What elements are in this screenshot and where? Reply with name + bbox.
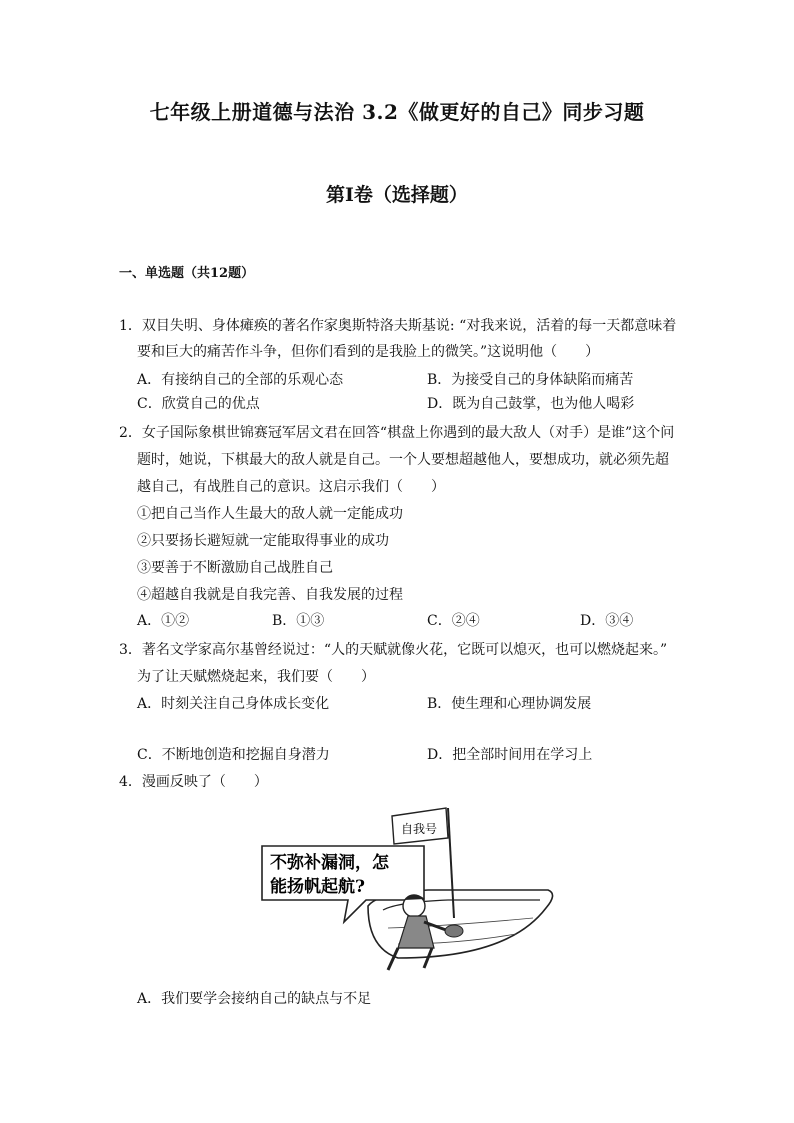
- question-2-statement-2: ②只要扬长避短就一定能取得事业的成功: [137, 533, 389, 549]
- question-1-option-c: C．欣赏自己的优点: [137, 396, 260, 412]
- question-2-line-3: 越自己，有战胜自己的意识。这启示我们（ ）: [137, 479, 445, 495]
- question-2-option-d: D．③④: [580, 613, 634, 629]
- question-2-option-c: C．②④: [427, 613, 480, 629]
- document-title: 七年级上册道德与法治 3.2《做更好的自己》同步习题: [149, 100, 645, 124]
- question-4-line-1: 4．漫画反映了（ ）: [119, 774, 268, 790]
- question-3-option-b: B．使生理和心理协调发展: [427, 696, 592, 712]
- question-4-option-a: A．我们要学会接纳自己的缺点与不足: [137, 991, 372, 1007]
- question-2-line-2: 题时，她说，下棋最大的敌人就是自己。一个人要想超越他人，要想成功，就必须先超: [137, 452, 669, 468]
- section-heading: 一、单选题（共12题）: [119, 266, 255, 281]
- question-1-line-2: 要和巨大的痛苦作斗争，但你们看到的是我脸上的微笑。”这说明他（ ）: [137, 344, 600, 360]
- question-2-line-1: 2．女子国际象棋世锦赛冠军居文君在回答“棋盘上你遇到的最大敌人（对手）是谁”这个问: [119, 425, 675, 441]
- bubble-text-line-1: 不弥补漏洞，怎: [270, 853, 389, 873]
- volume-heading: 第I卷（选择题）: [326, 184, 468, 206]
- question-3-option-a: A．时刻关注自己身体成长变化: [137, 696, 330, 712]
- question-3-line-1: 3．著名文学家高尔基曾经说过：“人的天赋就像火花，它既可以熄灭，也可以燃烧起来。”: [119, 642, 668, 658]
- question-3-option-c: C．不断地创造和挖掘自身潜力: [137, 747, 330, 763]
- cartoon-illustration: [248, 798, 568, 978]
- question-1-line-1: 1．双目失明、身体瘫痪的著名作家奥斯特洛夫斯基说: “对我来说，活着的每一天都意味着: [119, 318, 677, 334]
- question-2-option-b: B．①③: [272, 613, 325, 629]
- question-2-option-a: A．①②: [137, 613, 190, 629]
- question-2-statement-1: ①把自己当作人生最大的敌人就一定能成功: [137, 506, 403, 522]
- question-2-statement-3: ③要善于不断激励自己战胜自己: [137, 560, 333, 576]
- question-2-statement-4: ④超越自我就是自我完善、自我发展的过程: [137, 587, 403, 603]
- bubble-text-line-2: 能扬帆起航?: [270, 877, 365, 897]
- question-3-line-2: 为了让天赋燃烧起来，我们要（ ）: [137, 669, 375, 685]
- question-1-option-a: A．有接纳自己的全部的乐观心态: [137, 372, 344, 388]
- flag-label: 自我号: [400, 822, 438, 836]
- question-3-option-d: D．把全部时间用在学习上: [427, 747, 593, 763]
- question-1-option-d: D．既为自己鼓掌，也为他人喝彩: [427, 396, 635, 412]
- question-1-option-b: B．为接受自己的身体缺陷而痛苦: [427, 372, 634, 388]
